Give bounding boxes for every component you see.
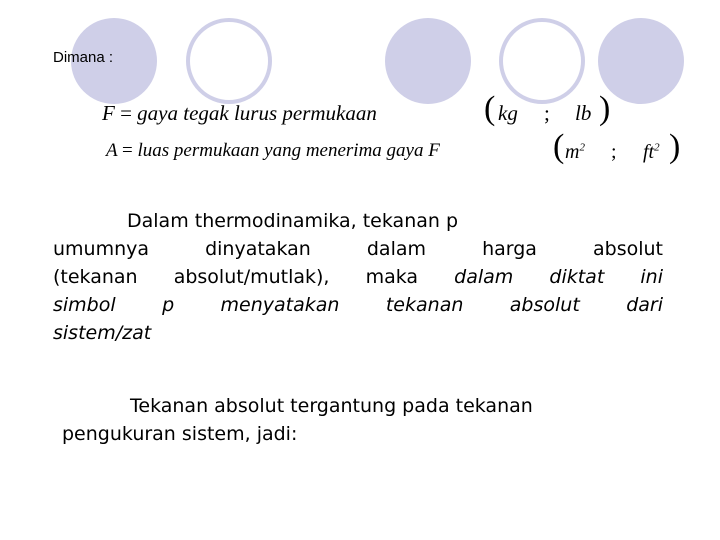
paragraph-italic-text: dalam diktat ini [454,266,663,288]
paragraph-pressure-dependence [62,392,682,448]
decor-circle-outline [499,18,585,104]
area-definition-text: luas permukaan yang menerima gaya F [137,140,440,161]
area-symbol: A [106,140,118,161]
paragraph-italic-text: simbol p menyatakan tekanan absolut dari [53,294,663,316]
force-symbol: F [102,101,115,125]
area-unit-m: m [565,141,580,163]
equals-sign: = [122,140,133,161]
decor-circle-outline [186,18,272,104]
paragraph-line [53,319,663,347]
force-definition [102,101,377,126]
paragraph-pressure-absolute [53,207,663,347]
paragraph-line [53,263,663,291]
paragraph-line: Tekanan absolut tergantung pada tekanan [130,395,533,417]
area-unit-sep: ; [611,141,617,163]
equals-sign: = [120,101,132,125]
where-label: Dimana : [53,49,114,66]
paragraph-line: pengukuran sistem, jadi: [62,423,298,445]
area-unit-ft: ft [643,141,655,163]
force-unit-lb: lb [575,101,592,125]
area-definition [106,140,440,162]
paragraph-italic-text: sistem/zat [53,322,152,344]
decor-circle-filled [385,18,471,104]
area-unit-ft-exp: 2 [654,141,660,154]
paragraph-line [53,291,663,319]
paragraph-line: umumnya dinyatakan dalam harga absolut [53,238,663,260]
force-definition-text: gaya tegak lurus permukaan [137,101,377,125]
force-unit-kg: kg [498,101,518,125]
paragraph-text: (tekanan absolut/mutlak), maka [53,266,419,288]
decor-circle-filled [598,18,684,104]
area-unit-m-exp: 2 [579,141,585,154]
paragraph-line: Dalam thermodinamika, tekanan p [127,210,459,232]
force-unit-sep: ; [544,101,550,125]
